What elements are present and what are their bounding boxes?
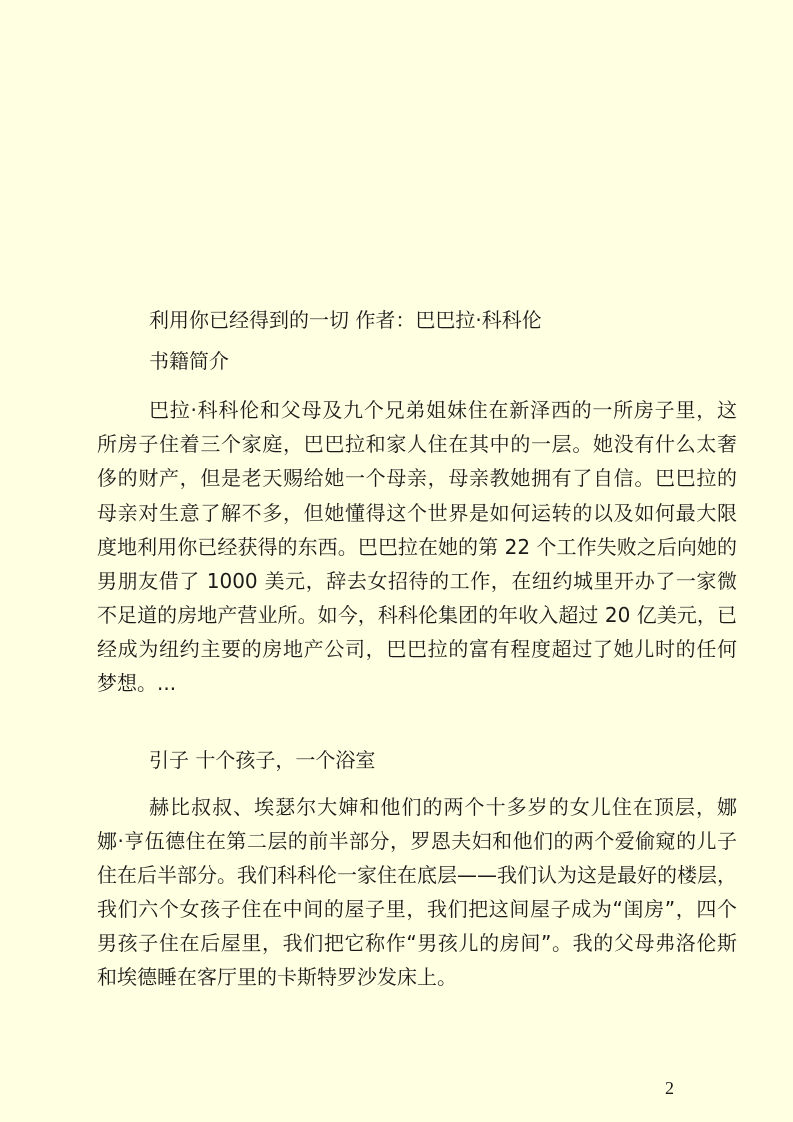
paragraph-line: 我们六个女孩子住在中间的屋子里，我们把这间屋子成为“闺房”，四个 — [97, 897, 737, 921]
intro-heading: 书籍简介 — [149, 349, 229, 373]
paragraph-line: 和埃德睡在客厅里的卡斯特罗沙发床上。 — [97, 965, 457, 989]
chapter-heading: 引子 十个孩子，一个浴室 — [149, 748, 376, 772]
paragraph-line: 娜·亨伍德住在第二层的前半部分，罗恩夫妇和他们的两个爱偷窥的儿子 — [97, 829, 737, 853]
page-number: 2 — [665, 1078, 674, 1098]
paragraph-line: 所房子住着三个家庭，巴巴拉和家人住在其中的一层。她没有什么太奢 — [97, 432, 737, 456]
paragraph-line: 侈的财产，但是老天赐给她一个母亲，母亲教她拥有了自信。巴巴拉的 — [97, 466, 737, 490]
paragraph-line: 经成为纽约主要的房地产公司，巴巴拉的富有程度超过了她儿时的任何 — [97, 637, 737, 661]
title-line: 利用你已经得到的一切 作者：巴巴拉·科科伦 — [149, 308, 542, 332]
paragraph-line: 不足道的房地产营业所。如今，科科伦集团的年收入超过 20 亿美元，已 — [97, 603, 737, 627]
paragraph-line: 巴拉·科科伦和父母及九个兄弟姐妹住在新泽西的一所房子里，这 — [149, 398, 737, 422]
paragraph-line: 男朋友借了 1000 美元，辞去女招待的工作，在纽约城里开办了一家微 — [97, 569, 737, 593]
paragraph-line: 母亲对生意了解不多，但她懂得这个世界是如何运转的以及如何最大限 — [97, 501, 737, 525]
paragraph-line: 赫比叔叔、埃瑟尔大婶和他们的两个十多岁的女儿住在顶层，娜 — [149, 795, 737, 819]
paragraph-line: 梦想。... — [97, 671, 177, 695]
paragraph-line: 住在后半部分。我们科科伦一家住在底层——我们认为这是最好的楼层， — [97, 863, 737, 887]
paragraph-line: 度地利用你已经获得的东西。巴巴拉在她的第 22 个工作失败之后向她的 — [97, 535, 737, 559]
paragraph-line: 男孩子住在后屋里，我们把它称作“男孩儿的房间”。我的父母弗洛伦斯 — [97, 931, 737, 955]
